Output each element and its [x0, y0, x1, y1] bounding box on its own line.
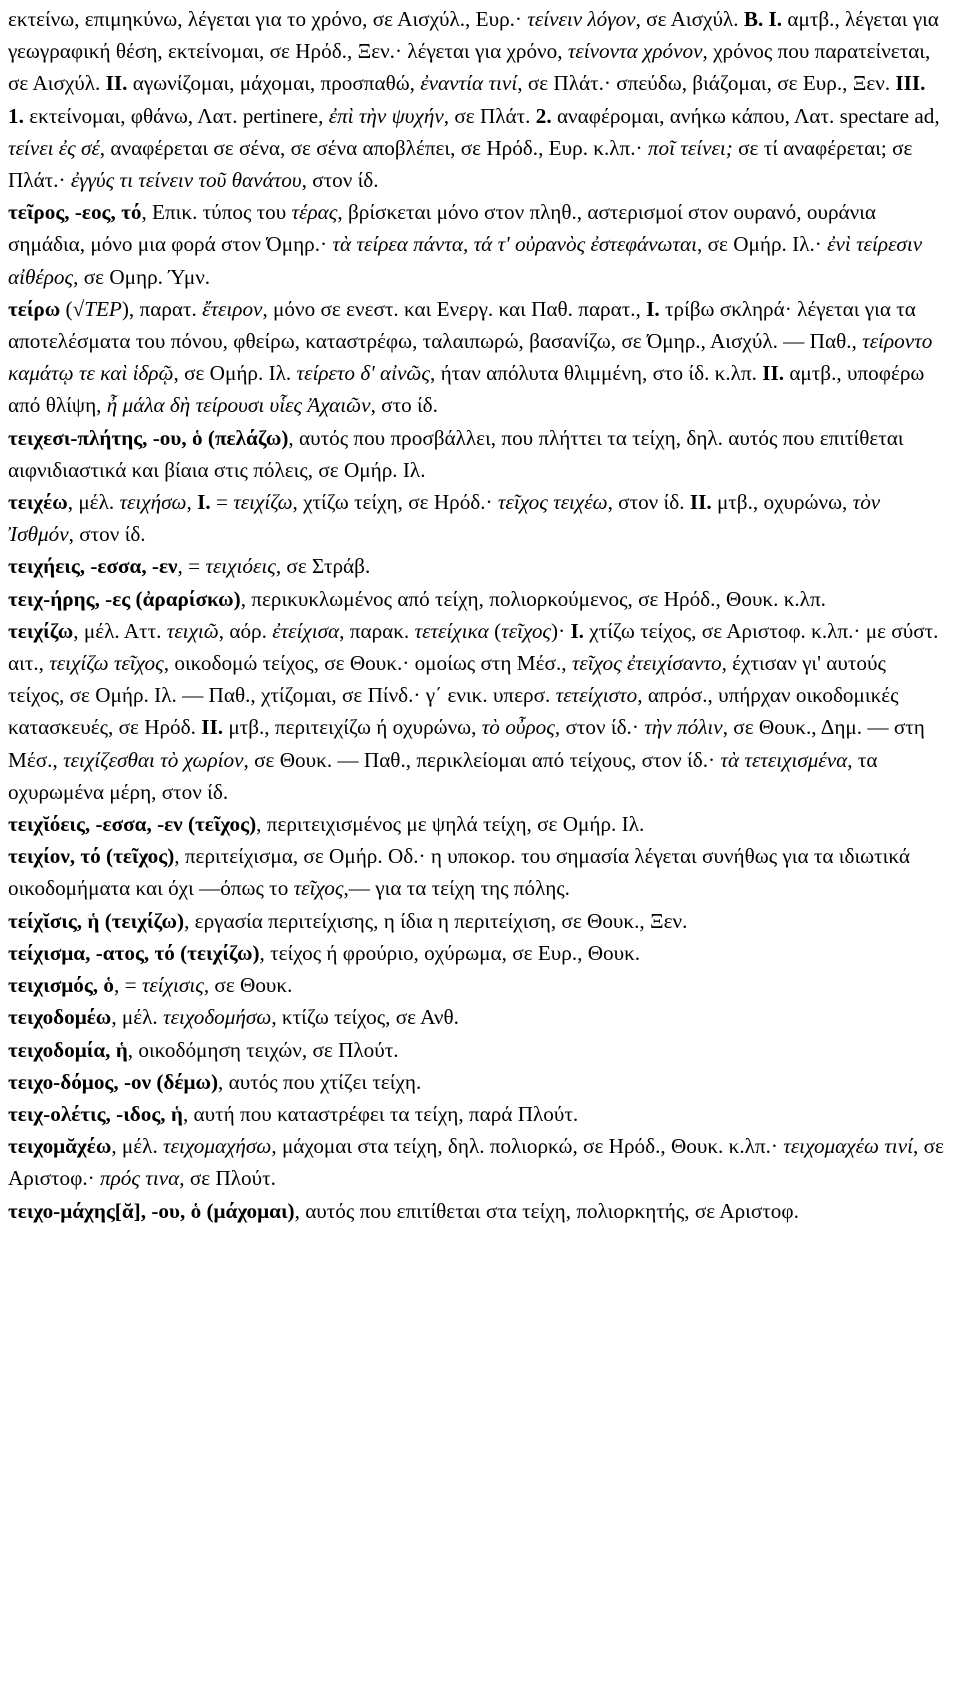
entry-citation: τεῖχος: [293, 876, 344, 901]
entry-text: χτίζω τείχος, σε Αριστοφ. κ.λπ.· με σύστ. αιτ.,: [8, 618, 939, 676]
entry-headword: τείχῐσις, ἡ (τειχίζω): [8, 908, 185, 933]
entry-citation: ἔτειρον: [202, 296, 263, 321]
dictionary-entry: [8, 583, 946, 615]
entry-citation: τείνει ἐς σέ: [8, 135, 100, 160]
entry-citation: τειχιῶ: [166, 618, 219, 643]
entry-citation: τείχισις: [141, 973, 204, 998]
dictionary-entry: [8, 840, 946, 904]
entry-text: αγωνίζομαι, μάχομαι, προσπαθώ,: [127, 71, 421, 96]
entry-text: , στον ίδ.: [607, 490, 690, 515]
entry-headword: τειχήεις, -εσσα, -εν: [8, 554, 178, 579]
entry-citation: τεῖχος ἐτειχίσαντο: [571, 651, 722, 676]
entry-text: τρίβω σκληρά· λέγεται για τα αποτελέσματα του πόνου, φθείρω, καταστρέφω, ταλαιπωρώ, βασανίζω, σε Όμηρ., Αισχύλ. — Παθ.,: [8, 296, 916, 354]
entry-headword: Ι.: [646, 296, 660, 321]
entry-text: , παρακ.: [339, 618, 415, 643]
entry-text: , σε Αριστοφ.·: [8, 1134, 944, 1191]
entry-text: , στο ίδ.: [370, 393, 438, 418]
entry-headword: Ι.: [570, 618, 584, 643]
entry-citation: τεῖχος τειχέω: [497, 490, 608, 515]
entry-text: , σε Πλάτ.: [443, 103, 536, 128]
entry-headword: τειχοδομέω: [8, 1005, 112, 1030]
entry-text: =: [210, 490, 234, 515]
entry-headword: τειχομᾰχέω: [8, 1134, 112, 1159]
entry-headword: ΙΙ.: [201, 715, 224, 740]
entry-text: , μέλ. Αττ.: [73, 618, 167, 643]
entry-text: , χτίζω τείχη, σε Ηρόδ.·: [292, 490, 498, 515]
dictionary-entry: [8, 937, 946, 969]
entry-citation: τειχίζεσθαι τὸ χωρίον: [63, 747, 244, 772]
entry-text: ,: [186, 490, 198, 515]
entry-headword: τειχ-ολέτις, -ιδος, ἡ: [8, 1101, 183, 1126]
entry-text: ), παρατ.: [121, 296, 203, 321]
entry-text: , κτίζω τείχος, σε Ανθ.: [271, 1005, 459, 1030]
entry-citation: ἐνὶ τείρεσιν αἰθέρος: [8, 232, 923, 289]
entry-text: , σε Πλάτ.· σπεύδω, βιάζομαι, σε Ευρ., Ξεν.: [517, 71, 896, 96]
entry-text: , σε Πλούτ.: [179, 1166, 276, 1191]
entry-text: , εργασία περιτείχισης, η ίδια η περιτείχιση, σε Θουκ., Ξεν.: [184, 908, 688, 933]
dictionary-entry: [8, 1195, 946, 1227]
entry-text: , τα οχυρωμένα μέρη, στον ίδ.: [8, 747, 878, 804]
entry-text: )·: [551, 618, 571, 643]
dictionary-entry: [8, 615, 946, 808]
dictionary-entry: [8, 969, 946, 1001]
entry-text: , αναφέρεται σε σένα, σε σένα αποβλέπει, σε Ηρόδ., Ευρ. κ.λπ.·: [99, 135, 648, 160]
entry-citation: ἐγγύς τι τείνειν τοῦ θανάτου: [70, 168, 302, 193]
entry-text: , απρόσ., υπήρχαν οικοδομικές κατασκευές, σε Ηρόδ.: [8, 683, 899, 740]
entry-text: , στον ίδ.·: [554, 715, 645, 740]
dictionary-entry: [8, 293, 946, 422]
entry-text: , αόρ.: [218, 618, 273, 643]
entry-text: , μέλ.: [111, 1134, 164, 1159]
entry-headword: Ι.: [197, 490, 211, 515]
entry-citation: τείροντο καμάτῳ τε καὶ ἱδρῷ: [8, 329, 933, 386]
entry-citation: τὴν πόλιν: [644, 715, 723, 740]
dictionary-entry: [8, 905, 946, 937]
entry-text: αμτβ., λέγεται για γεωγραφική θέση, εκτείνομαι, σε Ηρόδ., Ξεν.· λέγεται για χρόνο,: [8, 7, 939, 64]
dictionary-entry: [8, 1001, 946, 1033]
entry-headword: τειχο-μάχης[ᾰ], -ου, ὁ (μάχομαι): [8, 1198, 295, 1223]
entry-text: , οικοδομώ τείχος, σε Θουκ.· ομοίως στη Μέσ.,: [163, 651, 572, 676]
dictionary-entry: [8, 808, 946, 840]
entry-headword: ΙΙΙ. 1.: [8, 71, 926, 128]
entry-citation: τειχίζω τεῖχος: [49, 651, 164, 676]
entry-citation: τειχίζω: [233, 490, 293, 515]
entry-citation: ἐναντία τινί: [420, 71, 518, 96]
entry-headword: τειχο-δόμος, -ον (δέμω): [8, 1069, 219, 1094]
entry-text: (: [488, 618, 502, 643]
entry-headword: τεῖρος, -εος, τό: [8, 200, 142, 225]
entry-text: , οικοδόμηση τειχών, σε Πλούτ.: [127, 1037, 399, 1062]
dictionary-entry: [8, 1098, 946, 1130]
entry-citation: τὰ τείρεα πάντα, τά τ' οὐρανὸς ἐστεφάνωται: [332, 232, 698, 257]
entry-citation: τείνοντα χρόνον: [567, 39, 703, 64]
entry-headword: τειχισμός, ὁ: [8, 973, 114, 998]
entry-text: , αυτός που επιτίθεται στα τείχη, πολιορκητής, σε Αριστοφ.: [294, 1198, 799, 1223]
entry-text: , =: [177, 554, 206, 579]
entry-text: , ήταν απόλυτα θλιμμένη, στο ίδ. κ.λπ.: [429, 361, 763, 386]
entry-text: , =: [114, 973, 142, 998]
entry-citation: τειχοδομήσω: [163, 1005, 272, 1030]
entry-text: , σε Θουκ. — Παθ., περικλείομαι από τείχους, στον ίδ.·: [243, 747, 721, 772]
entry-citation: ἦ μάλα δὴ τείρουσι υἷες Ἀχαιῶν: [106, 393, 371, 418]
entry-citation: τεῖχος: [501, 618, 552, 643]
dictionary-entry: [8, 1130, 946, 1194]
dictionary-entry: [8, 1066, 946, 1098]
entry-text: αναφέρομαι, ανήκω κάπου, Λατ. spectare ad,: [551, 103, 940, 128]
dictionary-entry: [8, 550, 946, 582]
entry-text: , περικυκλωμένος από τείχη, πολιορκούμενος, σε Ηρόδ., Θουκ. κ.λπ.: [240, 586, 826, 611]
entry-headword: Β. Ι.: [743, 7, 783, 31]
dictionary-entry: [8, 486, 946, 550]
entry-citation: τετείχικα: [414, 618, 489, 643]
entry-citation: τὰ τετειχισμένα: [720, 747, 848, 772]
entry-text: , μέλ.: [67, 490, 120, 515]
entry-text: σε τί αναφέρεται; σε Πλάτ.·: [8, 135, 913, 193]
entry-headword: 2.: [535, 103, 552, 128]
entry-text: , στον ίδ.: [301, 168, 379, 193]
entry-citation: τειχομαχήσω: [163, 1134, 272, 1159]
entry-text: , περιτείχισμα, σε Ομήρ. Οδ.· η υποκορ. του σημασία λέγεται συνήθως για τα ιδιωτικά οικοδομήματα και όχι —όπως το: [8, 844, 910, 901]
entry-citation: τειχομαχέω τινί: [783, 1134, 913, 1159]
entry-headword: ΙΙ.: [689, 490, 712, 515]
entry-text: , αυτός που χτίζει τείχη.: [218, 1069, 422, 1094]
entry-citation: ἐτείχισα: [272, 618, 340, 643]
entry-headword: τειχίζω: [8, 618, 74, 643]
entry-text: αμτβ., υποφέρω από θλίψη,: [8, 361, 925, 418]
entry-text: , αυτή που καταστρέφει τα τείχη, παρά Πλούτ.: [182, 1101, 579, 1126]
entry-text: , Επικ. τύπος του: [141, 200, 292, 225]
entry-text: μτβ., οχυρώνω,: [711, 490, 853, 515]
entry-text: , σε Αισχύλ.: [635, 7, 744, 31]
entry-citation: ΤΕΡ: [84, 296, 122, 321]
entry-text: , μάχομαι στα τείχη, δηλ. πολιορκώ, σε Ηρόδ., Θουκ. κ.λπ.·: [271, 1134, 784, 1159]
entry-headword: τείχισμα, -ατος, τό (τειχίζω): [8, 940, 260, 965]
entry-text: μτβ., περιτειχίζω ή οχυρώνω,: [223, 715, 482, 740]
entry-text: , σε Θουκ.: [203, 973, 293, 998]
entry-text: , σε Στράβ.: [275, 554, 371, 579]
entry-text: , μόνο σε ενεστ. και Ενεργ. και Παθ. παρατ.,: [262, 296, 647, 321]
entry-headword: ΙΙ.: [762, 361, 785, 386]
entry-headword: τειχ-ήρης, -ες (ἀραρίσκω): [8, 586, 241, 611]
entry-citation: τείρετο δ' αἰνῶς: [296, 361, 430, 386]
dictionary-entry: [8, 3, 946, 196]
entry-text: , σε Ομηρ. Ύμν.: [73, 264, 211, 289]
entry-headword: τειχέω: [8, 490, 68, 515]
entry-citation: ἐπὶ τὴν ψυχήν: [328, 103, 444, 128]
dictionary-entry: [8, 196, 946, 293]
entry-text: , βρίσκεται μόνο στον πληθ., αστερισμοί στον ουρανό, ουράνια σημάδια, μόνο μια φορά στον Όμηρ.·: [8, 200, 877, 257]
entry-headword: τειχῐόεις, -εσσα, -εν (τεῖχος): [8, 812, 257, 837]
entry-text: , χρόνος που παρατείνεται, σε Αισχύλ.: [8, 39, 931, 96]
entry-text: , σε Ομήρ. Ιλ.·: [697, 232, 828, 257]
entry-text: εκτείνομαι, φθάνω, Λατ. pertinere,: [23, 103, 329, 128]
entry-headword: ΙΙ.: [105, 71, 128, 96]
entry-text: (√: [60, 296, 85, 321]
entry-citation: τείνειν λόγον: [527, 7, 636, 31]
entry-text: , έχτισαν γι' αυτούς τείχος, σε Ομήρ. Ιλ. — Παθ., χτίζομαι, σε Πίνδ.· γ΄ ενικ. υπερσ.: [8, 651, 886, 708]
entry-headword: τειχοδομία, ἡ: [8, 1037, 128, 1062]
entry-citation: πρός τινα: [99, 1166, 180, 1191]
entry-headword: τειχίον, τό (τεῖχος): [8, 844, 175, 869]
entry-citation: τὸ οὖρος: [481, 715, 555, 740]
entry-citation: τειχιόεις: [205, 554, 276, 579]
entry-citation: τειχήσω: [119, 490, 187, 515]
entry-text: , τείχος ή φρούριο, οχύρωμα, σε Ευρ., Θουκ.: [259, 940, 641, 965]
entry-citation: τέρας: [291, 200, 338, 225]
entry-text: ,— για τα τείχη της πόλης.: [343, 876, 570, 901]
entry-text: , μέλ.: [111, 1005, 164, 1030]
entry-headword: τείρω: [8, 296, 61, 321]
entry-text: εκτείνω, επιμηκύνω, λέγεται για το χρόνο, σε Αισχύλ., Ευρ.·: [8, 7, 528, 31]
entry-text: , σε Ομήρ. Ιλ.: [173, 361, 297, 386]
entry-citation: τὸν Ἰσθμόν: [8, 490, 881, 547]
dictionary-entry: [8, 422, 946, 486]
entry-citation: ποῖ τείνει;: [647, 135, 733, 160]
entry-headword: τειχεσι-πλήτης, -ου, ὁ (πελάζω): [8, 425, 289, 450]
entry-text: , αυτός που προσβάλλει, που πλήττει τα τείχη, δηλ. αυτός που επιτίθεται αιφνιδιαστικά και βίαια στις πόλεις, σε Ομήρ. Ιλ.: [8, 425, 904, 482]
entry-text: , περιτειχισμένος με ψηλά τείχη, σε Ομήρ. Ιλ.: [256, 812, 645, 837]
entry-citation: τετείχιστο: [555, 683, 638, 708]
entry-text: , σε Θουκ., Δημ. — στη Μέσ.,: [8, 715, 925, 772]
entry-text: , στον ίδ.: [68, 522, 146, 547]
dictionary-entry: [8, 1034, 946, 1066]
